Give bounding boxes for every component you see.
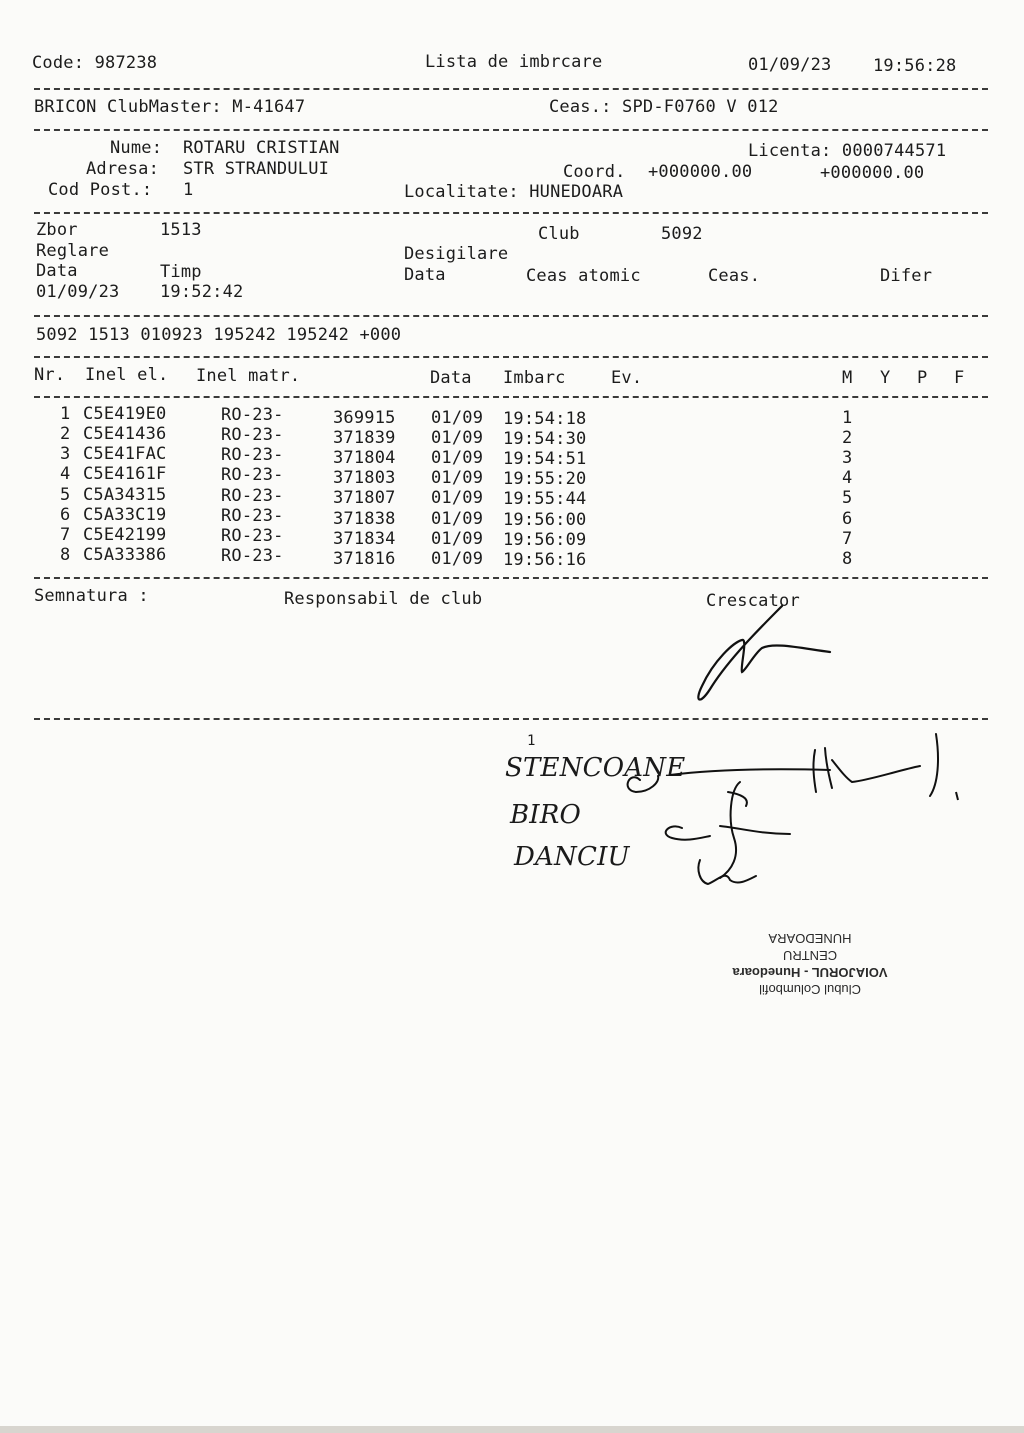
divider <box>34 212 988 214</box>
divider <box>34 356 988 358</box>
row-date: 01/09 <box>431 448 484 468</box>
handwritten-name: STENCOANE <box>505 753 686 783</box>
print-date: 01/09/23 <box>748 55 832 75</box>
row-ring-number: 369915 <box>333 408 396 428</box>
row-ring-electronic: C5A33386 <box>83 545 167 565</box>
row-nr: 5 <box>60 485 71 505</box>
unsealing-label: Desigilare <box>404 244 509 264</box>
owner-address: STR STRANDULUI <box>183 159 330 179</box>
row-basket-time: 19:55:44 <box>503 489 587 509</box>
flight-label: Zbor <box>36 220 78 240</box>
row-ring-electronic: C5A34315 <box>83 485 167 505</box>
difference-label: Difer <box>880 266 933 286</box>
divider <box>34 396 988 398</box>
row-nr: 6 <box>60 505 71 525</box>
row-basket-time: 19:54:18 <box>503 409 587 429</box>
row-date: 01/09 <box>431 488 484 508</box>
stamp-line: Clubul Columbofil <box>759 982 861 997</box>
postal-code: 1 <box>183 180 194 200</box>
row-ring-prefix: RO-23- <box>221 425 284 445</box>
row-ring-number: 371834 <box>333 529 396 549</box>
club-stamp <box>690 908 930 998</box>
row-ring-prefix: RO-23- <box>221 405 284 425</box>
col-inel-matr: Inel matr. <box>196 366 301 386</box>
col-data: Data <box>430 368 472 388</box>
coord-y: +000000.00 <box>820 163 925 183</box>
row-ring-electronic: C5E42199 <box>83 525 167 545</box>
row-ring-electronic: C5A33C19 <box>83 505 167 525</box>
row-date: 01/09 <box>431 468 484 488</box>
col-ev: Ev. <box>611 368 643 388</box>
row-basket-time: 19:54:51 <box>503 449 587 469</box>
clock-id: Ceas.: SPD-F0760 V 012 <box>549 97 779 117</box>
postal-code-label: Cod Post.: <box>48 180 153 200</box>
col-inel-el: Inel el. <box>85 365 169 385</box>
commission-signatures <box>600 730 970 900</box>
row-ring-electronic: C5E41FAC <box>83 444 167 464</box>
row-date: 01/09 <box>431 549 484 569</box>
row-ring-electronic: C5E41436 <box>83 424 167 444</box>
coord-x: +000000.00 <box>648 162 753 182</box>
row-basket-time: 19:55:20 <box>503 469 587 489</box>
col-f: F <box>954 368 965 388</box>
divider <box>34 718 988 720</box>
row-nr: 2 <box>60 424 71 444</box>
clock-label: Ceas. <box>708 266 761 286</box>
row-nr: 7 <box>60 525 71 545</box>
clubmaster-id: BRICON ClubMaster: M-41647 <box>34 97 306 117</box>
club-number: 5092 <box>661 224 703 244</box>
summary-line: 5092 1513 010923 195242 195242 +000 <box>36 325 402 345</box>
row-nr: 3 <box>60 444 71 464</box>
atomic-clock-label: Ceas atomic <box>526 266 641 286</box>
divider <box>34 129 988 131</box>
row-nr: 8 <box>60 545 71 565</box>
row-ring-prefix: RO-23- <box>221 486 284 506</box>
setting-time-label: Timp <box>160 262 202 282</box>
setting-label: Reglare <box>36 241 110 261</box>
document-code: Code: 987238 <box>32 53 158 73</box>
divider <box>34 88 988 90</box>
handwritten-name: DANCIU <box>514 842 630 872</box>
unsealing-date-label: Data <box>404 265 446 285</box>
row-ring-number: 371838 <box>333 509 396 529</box>
name-label: Nume: <box>110 138 163 158</box>
breeder-signature <box>690 598 840 708</box>
coord-label: Coord. <box>563 162 626 182</box>
handwritten-name: BIRO <box>510 800 582 830</box>
setting-date-label: Data <box>36 261 78 281</box>
row-ring-number: 371816 <box>333 549 396 569</box>
col-p: P <box>917 368 928 388</box>
document-title: Lista de imbrcare <box>425 52 603 72</box>
row-date: 01/09 <box>431 408 484 428</box>
locality: Localitate: HUNEDOARA <box>404 182 624 202</box>
row-nr: 4 <box>60 464 71 484</box>
stamp-line: VOIAJORUL - Hunedoara <box>732 965 888 980</box>
row-m: 8 <box>842 549 853 569</box>
signature-label: Semnatura : <box>34 586 149 606</box>
row-basket-time: 19:56:16 <box>503 550 587 570</box>
club-label: Club <box>538 224 580 244</box>
club-responsible-label: Responsabil de club <box>284 589 483 609</box>
col-m: M <box>842 368 853 388</box>
row-ring-number: 371839 <box>333 428 396 448</box>
row-date: 01/09 <box>431 428 484 448</box>
col-y: Y <box>880 368 891 388</box>
row-ring-electronic: C5E4161F <box>83 464 167 484</box>
divider <box>34 577 988 579</box>
divider <box>34 315 988 317</box>
row-ring-prefix: RO-23- <box>221 526 284 546</box>
row-ring-prefix: RO-23- <box>221 445 284 465</box>
row-ring-number: 371807 <box>333 488 396 508</box>
row-ring-prefix: RO-23- <box>221 506 284 526</box>
row-m: 3 <box>842 448 853 468</box>
row-basket-time: 19:56:09 <box>503 530 587 550</box>
row-m: 5 <box>842 488 853 508</box>
flight-number: 1513 <box>160 220 202 240</box>
setting-time: 19:52:42 <box>160 282 244 302</box>
setting-date: 01/09/23 <box>36 282 120 302</box>
row-m: 4 <box>842 468 853 488</box>
stamp-line: CENTRU <box>782 948 838 963</box>
row-m: 2 <box>842 428 853 448</box>
row-m: 6 <box>842 509 853 529</box>
license-number: Licenta: 0000744571 <box>748 141 947 161</box>
breeder-label: Crescator <box>706 591 800 611</box>
page-number: 1 <box>527 733 536 749</box>
row-ring-electronic: C5E419E0 <box>83 404 167 424</box>
row-basket-time: 19:54:30 <box>503 429 587 449</box>
print-time: 19:56:28 <box>873 56 957 76</box>
row-ring-number: 371803 <box>333 468 396 488</box>
col-nr: Nr. <box>34 365 66 385</box>
row-m: 1 <box>842 408 853 428</box>
row-m: 7 <box>842 529 853 549</box>
row-ring-prefix: RO-23- <box>221 546 284 566</box>
address-label: Adresa: <box>86 159 160 179</box>
row-ring-number: 371804 <box>333 448 396 468</box>
row-nr: 1 <box>60 404 71 424</box>
owner-name: ROTARU CRISTIAN <box>183 138 340 158</box>
row-date: 01/09 <box>431 509 484 529</box>
row-basket-time: 19:56:00 <box>503 510 587 530</box>
row-date: 01/09 <box>431 529 484 549</box>
paper-edge <box>0 1426 1024 1433</box>
col-imbarc: Imbarc <box>503 368 566 388</box>
stamp-line: HUNEDOARA <box>768 931 852 946</box>
row-ring-prefix: RO-23- <box>221 465 284 485</box>
